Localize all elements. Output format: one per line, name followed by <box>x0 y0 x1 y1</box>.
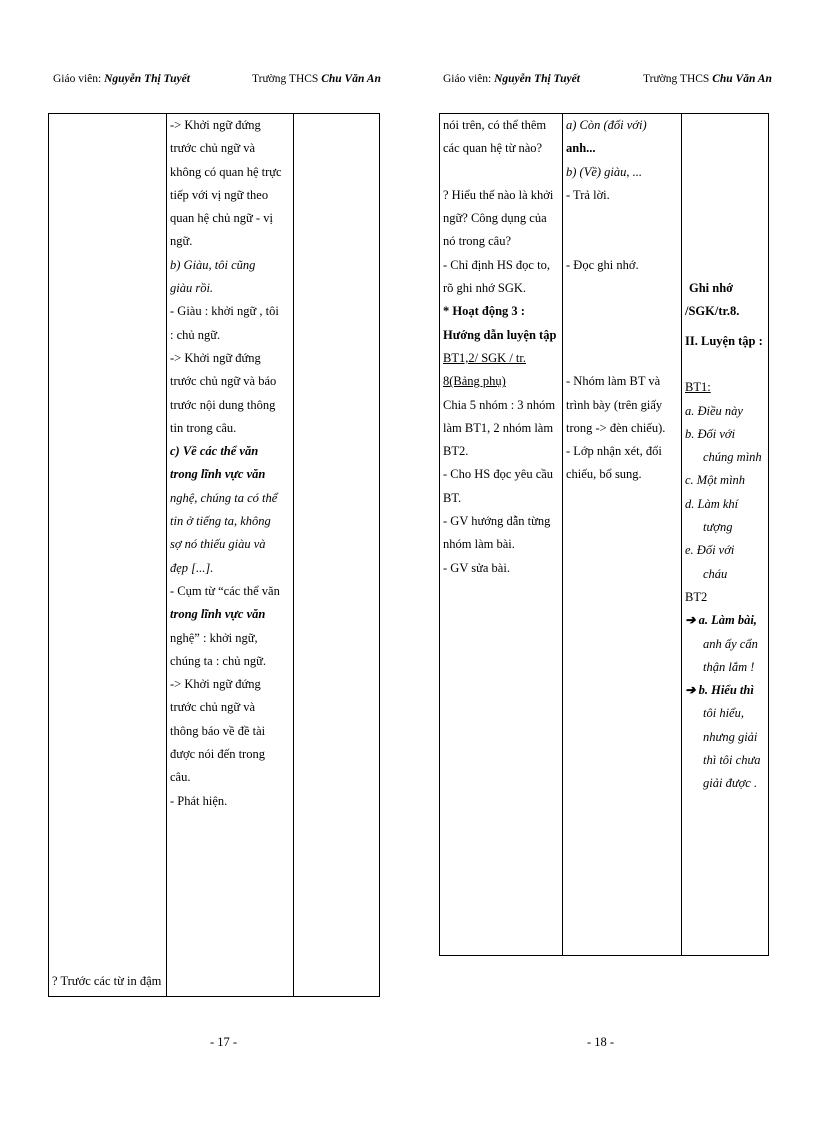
text-line: chúng ta : chủ ngữ. <box>170 653 266 668</box>
text-line <box>566 324 678 347</box>
text-line: trong lĩnh vực văn <box>170 467 266 482</box>
text-line: trình bày (trên giấy <box>566 397 663 412</box>
text-line: Chia 5 nhóm : 3 nhóm <box>443 397 556 412</box>
text-line <box>566 230 678 253</box>
text-line: a) Còn (đối với) <box>566 118 647 132</box>
text-line: ? Hiểu thế nào là khởi <box>443 187 554 202</box>
school-name: Chu Văn An <box>321 73 381 85</box>
text-line: làm BT1, 2 nhóm làm <box>443 420 554 435</box>
left-col-student <box>167 114 294 997</box>
text-line: quan hệ chủ ngữ - vị <box>170 211 273 226</box>
text-line: trong lĩnh vực văn <box>170 607 266 622</box>
text-line: trước chủ ngữ và <box>170 141 256 156</box>
text-line: BT. <box>443 490 462 505</box>
text-line: trước chủ ngữ và báo <box>170 374 277 389</box>
text-line: nghệ, chúng ta có thể <box>170 490 278 505</box>
text-line <box>566 207 678 230</box>
text-line: nói trên, có thể thêm <box>443 118 547 132</box>
text-line: b) Giàu, tôi cũng <box>170 257 256 272</box>
text-line <box>566 347 678 370</box>
text-line: nó trong câu? <box>443 234 512 249</box>
text-line: chúng mình <box>703 450 762 465</box>
text-line: BT2. <box>443 444 469 459</box>
text-line: tượng <box>703 520 733 535</box>
text-line: Hướng dẫn luyện tập <box>443 327 557 342</box>
text-line: thông báo về đề tài <box>170 723 266 738</box>
text-line: ngữ. <box>170 234 193 249</box>
text-line: a. Điều này <box>685 403 743 418</box>
right-col-content <box>682 114 769 956</box>
text-line: trước chủ ngữ và <box>170 700 256 715</box>
text-line: - Phát hiện. <box>170 793 228 808</box>
text-line: không có quan hệ trực <box>170 164 282 179</box>
text-line: : chủ ngữ. <box>170 327 221 342</box>
text-line: cháu <box>703 566 728 581</box>
teacher-label: Giáo viên: <box>443 73 495 85</box>
ghi-nho-heading: Ghi nhớ <box>689 281 734 296</box>
page-number-left: - 17 - <box>210 1035 238 1049</box>
left-page-table <box>48 113 380 997</box>
text-line: giàu rồi. <box>170 281 214 296</box>
text-line: chiếu, bổ sung. <box>566 467 642 482</box>
teacher-name: Nguyễn Thị Tuyết <box>104 73 190 85</box>
text-line: -> Khởi ngữ đứng <box>170 118 261 132</box>
text-line: - Cụm từ “các thể văn <box>170 583 280 598</box>
text-line: anh ấy cẩn <box>703 636 758 651</box>
bt1-heading: BT1: <box>685 380 711 395</box>
text-line: tin trong câu. <box>170 420 237 435</box>
text-line: ngữ? Công dụng của <box>443 211 547 226</box>
text-line: nghệ” : khởi ngữ, <box>170 630 258 645</box>
text-line: e. Đối với <box>685 543 735 558</box>
left-page-school <box>252 73 381 85</box>
text-line: d. Làm khí <box>685 496 739 511</box>
text-line: - GV sửa bài. <box>443 560 510 575</box>
text-line: * Hoạt động 3 : <box>443 304 525 319</box>
page-number-right: - 18 - <box>587 1035 615 1049</box>
text-line: b. Đối với <box>685 426 736 441</box>
ghi-nho-sgk: /SGK/tr.8. <box>685 304 740 319</box>
right-col-teacher <box>440 114 563 956</box>
text-line: ➔ b. Hiểu thì <box>685 683 754 698</box>
text-line: trong -> đèn chiếu). <box>566 420 666 435</box>
text-line: c) Về các thể văn <box>170 444 259 459</box>
text-line: tin ở tiếng ta, không <box>170 514 271 529</box>
text-line: anh... <box>566 141 596 156</box>
text-line: tôi hiểu, <box>703 706 744 721</box>
text-line: tiếp với vị ngữ theo <box>170 187 269 202</box>
question-text: ? Trước các từ in đậm <box>52 973 162 988</box>
text-line: thì tôi chưa <box>703 753 761 768</box>
text-line: -> Khởi ngữ đứng <box>170 350 261 365</box>
school-label: Trường THCS <box>643 73 713 85</box>
text-line: - Nhóm làm BT và <box>566 374 661 389</box>
teacher-label: Giáo viên: <box>53 73 105 85</box>
text-line <box>443 161 559 184</box>
text-line: các quan hệ từ nào? <box>443 141 543 156</box>
text-line: - Lớp nhận xét, đối <box>566 444 662 459</box>
text-line: thận lắm ! <box>703 659 755 674</box>
text-line: nhóm làm bài. <box>443 537 515 552</box>
text-line: nhưng giải <box>703 729 758 744</box>
text-line: được nói đến trong <box>170 747 265 762</box>
text-line: - GV hướng dẫn từng <box>443 514 551 529</box>
text-line: - Cho HS đọc yêu cầu <box>443 467 554 482</box>
text-line: - Trả lời. <box>566 187 610 202</box>
text-line: 8(Bảng phụ) <box>443 374 506 389</box>
teacher-name: Nguyễn Thị Tuyết <box>494 73 580 85</box>
text-line <box>566 277 678 300</box>
left-col-content <box>294 114 380 997</box>
text-line: câu. <box>170 770 191 785</box>
text-line: - Đọc ghi nhớ. <box>566 257 639 272</box>
text-line: - Chỉ định HS đọc to, <box>443 257 550 272</box>
right-col-student <box>563 114 682 956</box>
text-line: sợ nó thiếu giàu và <box>170 537 266 552</box>
text-line: rõ ghi nhớ SGK. <box>443 281 527 296</box>
right-page-header <box>443 73 580 85</box>
text-line: BT1,2/ SGK / tr. <box>443 350 526 365</box>
text-line: - Giàu : khởi ngữ , tôi <box>170 304 279 319</box>
school-label: Trường THCS <box>252 73 322 85</box>
left-col-teacher <box>49 114 167 997</box>
text-line: đẹp [...]. <box>170 560 214 575</box>
left-page-header <box>53 73 190 85</box>
text-line: trước nội dung thông <box>170 397 276 412</box>
text-line: c. Một mình <box>685 473 746 488</box>
text-line: ➔ a. Làm bài, <box>685 613 757 628</box>
bt2-heading: BT2 <box>685 589 708 604</box>
right-page-school <box>643 73 772 85</box>
text-line: -> Khởi ngữ đứng <box>170 677 261 692</box>
text-line: giải được . <box>703 776 758 791</box>
school-name: Chu Văn An <box>712 73 772 85</box>
luyen-tap-heading: II. Luyện tập : <box>685 333 763 348</box>
text-line: b) (Về) giàu, ... <box>566 164 643 179</box>
right-page-table <box>439 113 769 956</box>
text-line <box>566 300 678 323</box>
